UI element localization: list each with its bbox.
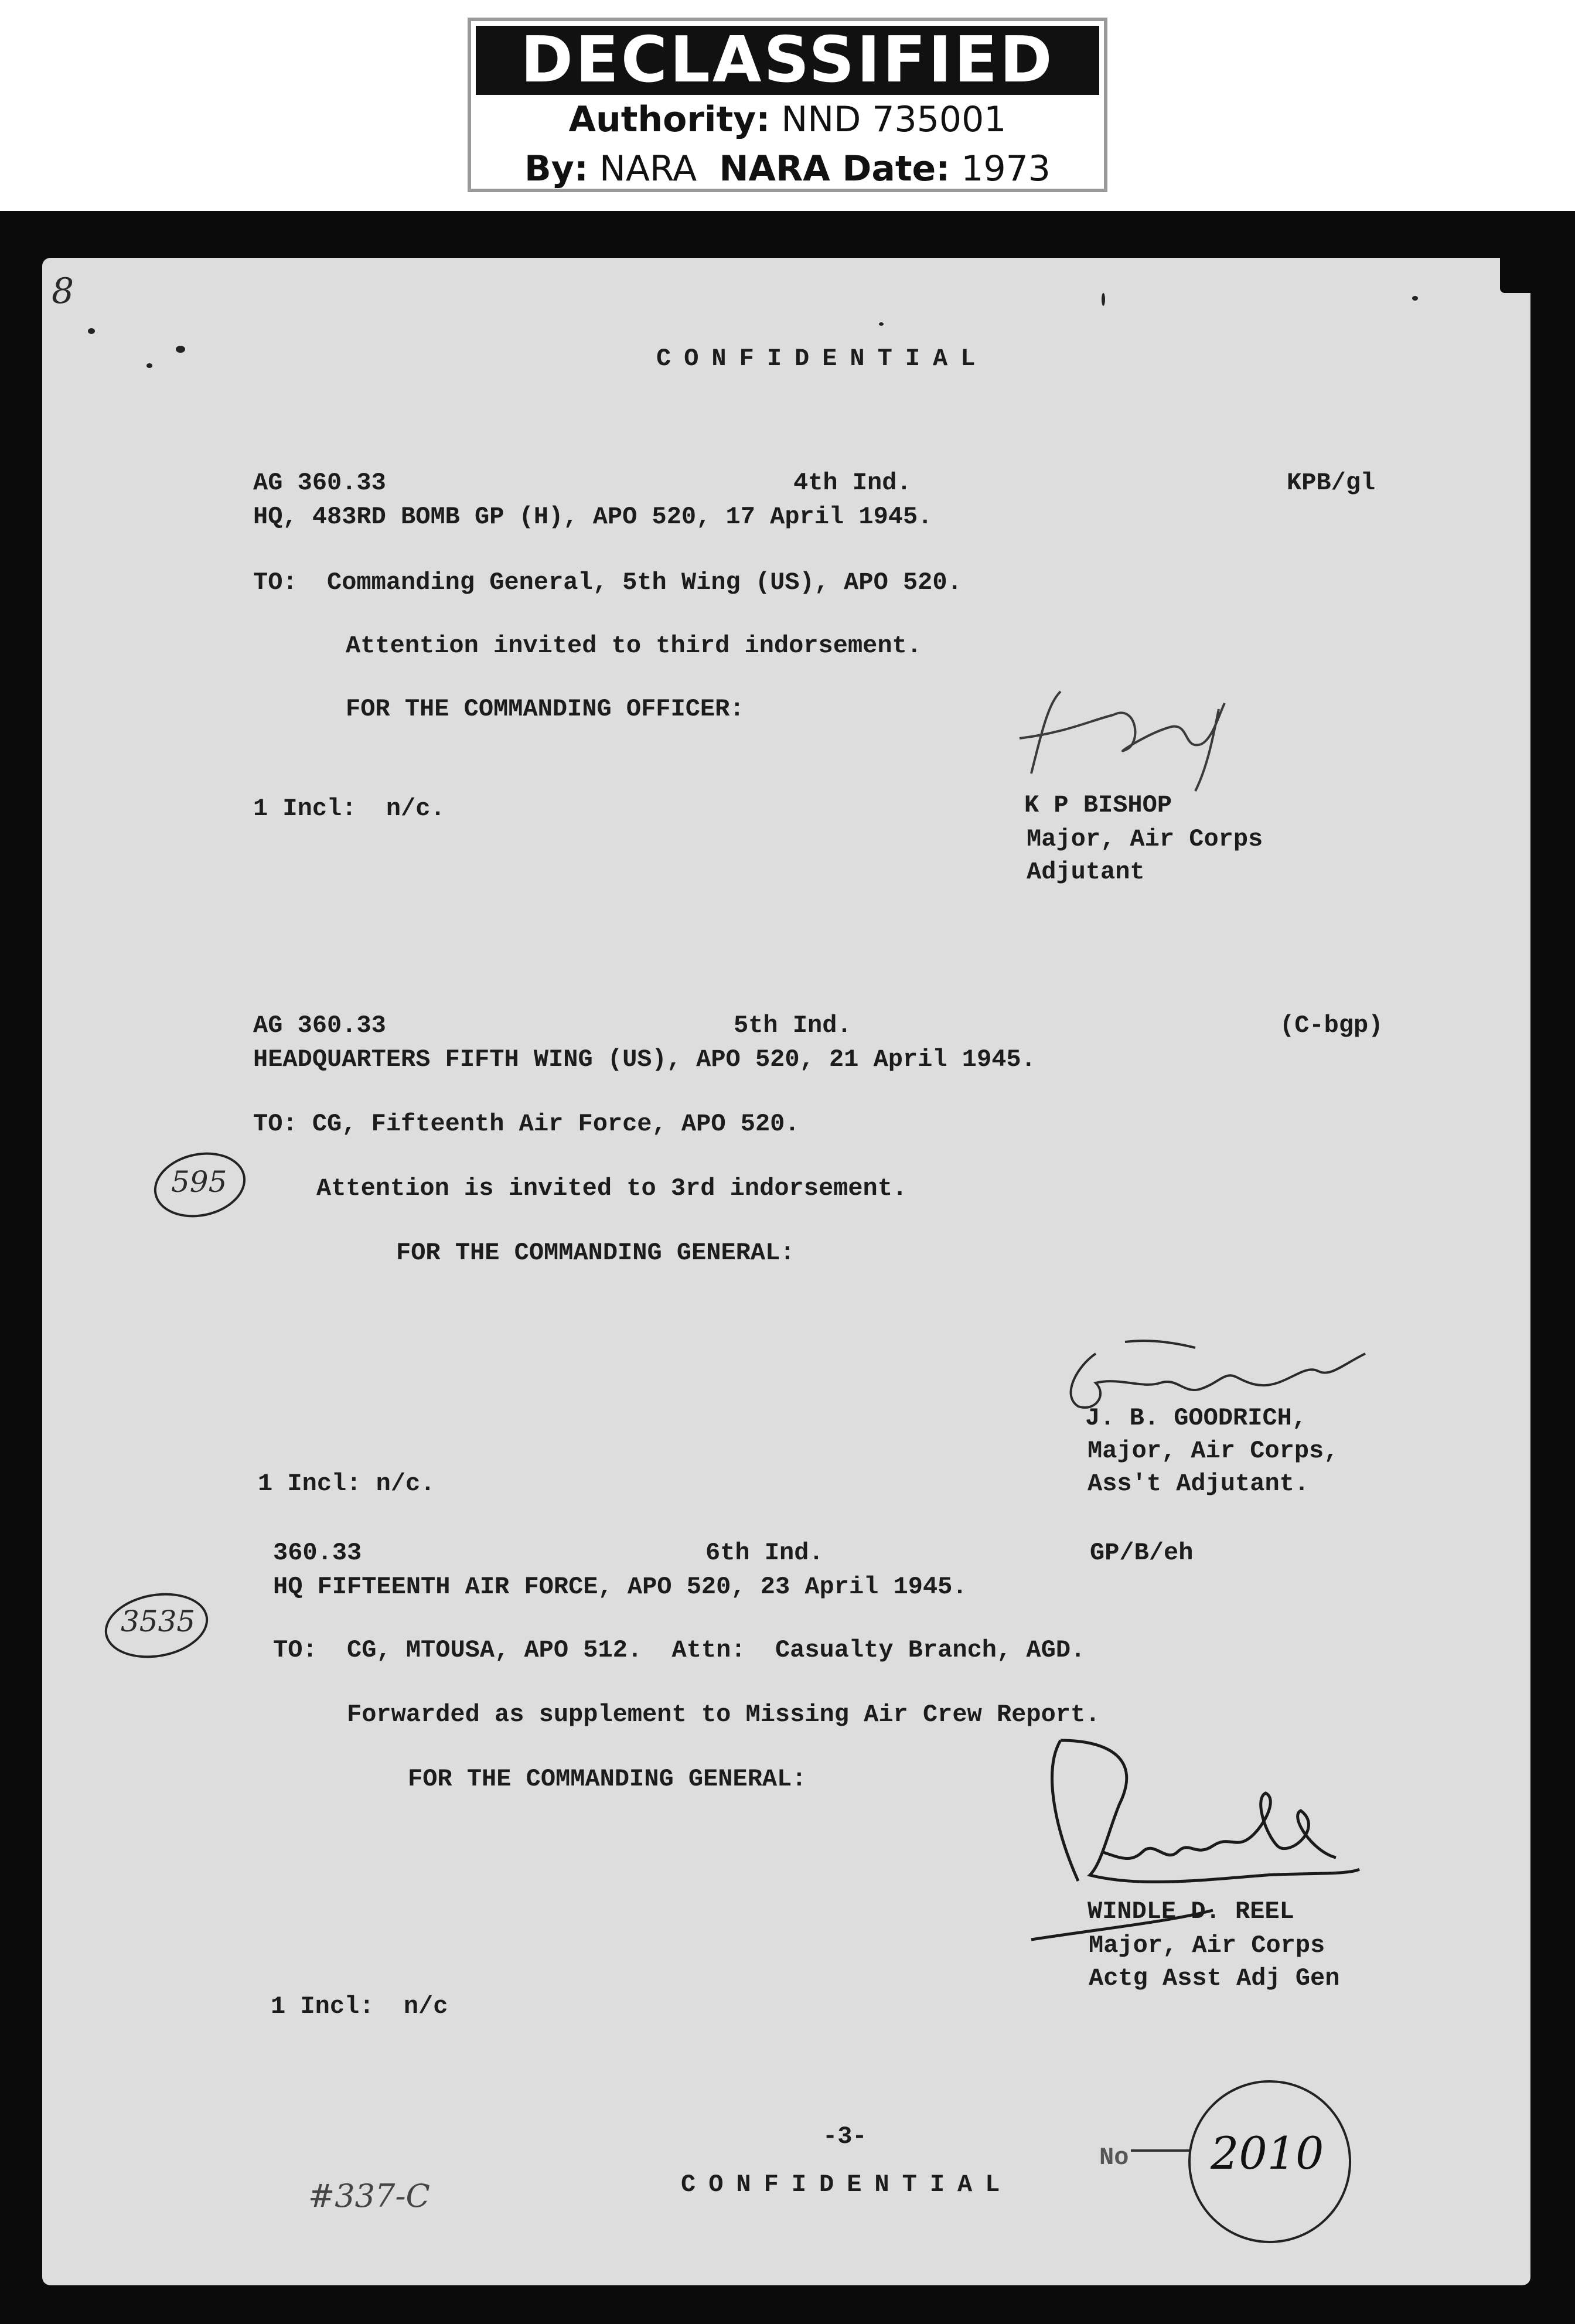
by-value: NARA bbox=[599, 148, 697, 189]
date-label: NARA Date: bbox=[719, 148, 950, 189]
speck bbox=[1412, 296, 1418, 301]
ind6-origin: HQ FIFTEENTH AIR FORCE, APO 520, 23 April 1945. bbox=[273, 1573, 967, 1601]
ind5-to: TO: CG, Fifteenth Air Force, APO 520. bbox=[253, 1110, 800, 1138]
ind4-body: Attention invited to third indorsement. bbox=[346, 632, 922, 660]
authority-label: Authority: bbox=[568, 99, 771, 140]
ind5-margin-note: 595 bbox=[171, 1165, 227, 1199]
ind5-file: AG 360.33 bbox=[253, 1011, 386, 1040]
ind4-ref: KPB/gl bbox=[1287, 469, 1376, 497]
speck bbox=[176, 346, 185, 353]
speck bbox=[879, 322, 884, 326]
ind4-origin: HQ, 483RD BOMB GP (H), APO 520, 17 April 1945. bbox=[253, 503, 933, 531]
by-label: By: bbox=[524, 148, 588, 189]
speck bbox=[146, 363, 152, 368]
ind4-incl: 1 Incl: n/c. bbox=[253, 795, 445, 823]
authority-value: NND 735001 bbox=[781, 99, 1007, 140]
ind5-number: 5th Ind. bbox=[734, 1011, 852, 1040]
corner-mark: 8 bbox=[52, 271, 74, 312]
speck bbox=[1102, 293, 1105, 306]
corner-clip bbox=[1500, 252, 1538, 293]
declassified-stamp bbox=[468, 18, 1107, 192]
ind6-signer-title: Actg Asst Adj Gen bbox=[1089, 1964, 1340, 1992]
classification-footer: CONFIDENTIAL bbox=[681, 2170, 1013, 2199]
page-number: -3- bbox=[823, 2122, 867, 2151]
ind6-signer-name: WINDLE D. REEL bbox=[1088, 1897, 1294, 1926]
ind6-for-line: FOR THE COMMANDING GENERAL: bbox=[408, 1765, 807, 1793]
file-number-note: #337-C bbox=[308, 2178, 430, 2214]
stamp-by bbox=[471, 144, 1104, 193]
stamp-title: DECLASSIFIED bbox=[476, 26, 1099, 95]
ind5-for-line: FOR THE COMMANDING GENERAL: bbox=[396, 1239, 795, 1267]
ind6-body: Forwarded as supplement to Missing Air Crew Report. bbox=[347, 1701, 1100, 1729]
stamp-authority bbox=[471, 95, 1104, 144]
ind6-ref: GP/B/eh bbox=[1090, 1539, 1194, 1567]
ind5-signer-title: Ass't Adjutant. bbox=[1088, 1470, 1310, 1498]
ind5-signer-name: J. B. GOODRICH, bbox=[1085, 1404, 1307, 1432]
ind4-number: 4th Ind. bbox=[793, 469, 912, 497]
ind5-signer-rank: Major, Air Corps, bbox=[1088, 1437, 1339, 1465]
stamp-no-value: 2010 bbox=[1211, 2127, 1324, 2179]
ind4-to: TO: Commanding General, 5th Wing (US), APO 520. bbox=[253, 568, 962, 597]
ind6-margin-note: 3535 bbox=[121, 1604, 196, 1638]
ind4-signature bbox=[996, 668, 1242, 803]
ind5-origin: HEADQUARTERS FIFTH WING (US), APO 520, 21 April 1945. bbox=[253, 1045, 1036, 1074]
ind5-ref: (C-bgp) bbox=[1280, 1011, 1383, 1040]
ind6-number: 6th Ind. bbox=[705, 1539, 824, 1567]
ind6-to: TO: CG, MTOUSA, APO 512. Attn: Casualty Branch, AGD. bbox=[273, 1636, 1086, 1664]
ind4-for-line: FOR THE COMMANDING OFFICER: bbox=[346, 695, 745, 723]
classification-header: CONFIDENTIAL bbox=[656, 345, 988, 373]
ind5-incl: 1 Incl: n/c. bbox=[258, 1470, 435, 1498]
ind6-file: 360.33 bbox=[273, 1539, 362, 1567]
ind4-file: AG 360.33 bbox=[253, 469, 386, 497]
ind4-signer-title: Adjutant bbox=[1027, 858, 1145, 886]
ind6-signer-rank: Major, Air Corps bbox=[1089, 1931, 1325, 1960]
speck bbox=[88, 328, 95, 334]
date-value: 1973 bbox=[961, 148, 1051, 189]
stamp-no-line bbox=[1131, 2145, 1195, 2156]
ind4-signer-rank: Major, Air Corps bbox=[1027, 825, 1263, 853]
stamp-no-label: No bbox=[1099, 2144, 1129, 2172]
ind5-body: Attention is invited to 3rd indorsement. bbox=[316, 1174, 908, 1202]
ind4-signer-name: K P BISHOP bbox=[1024, 791, 1172, 819]
ind6-incl: 1 Incl: n/c bbox=[271, 1992, 448, 2020]
